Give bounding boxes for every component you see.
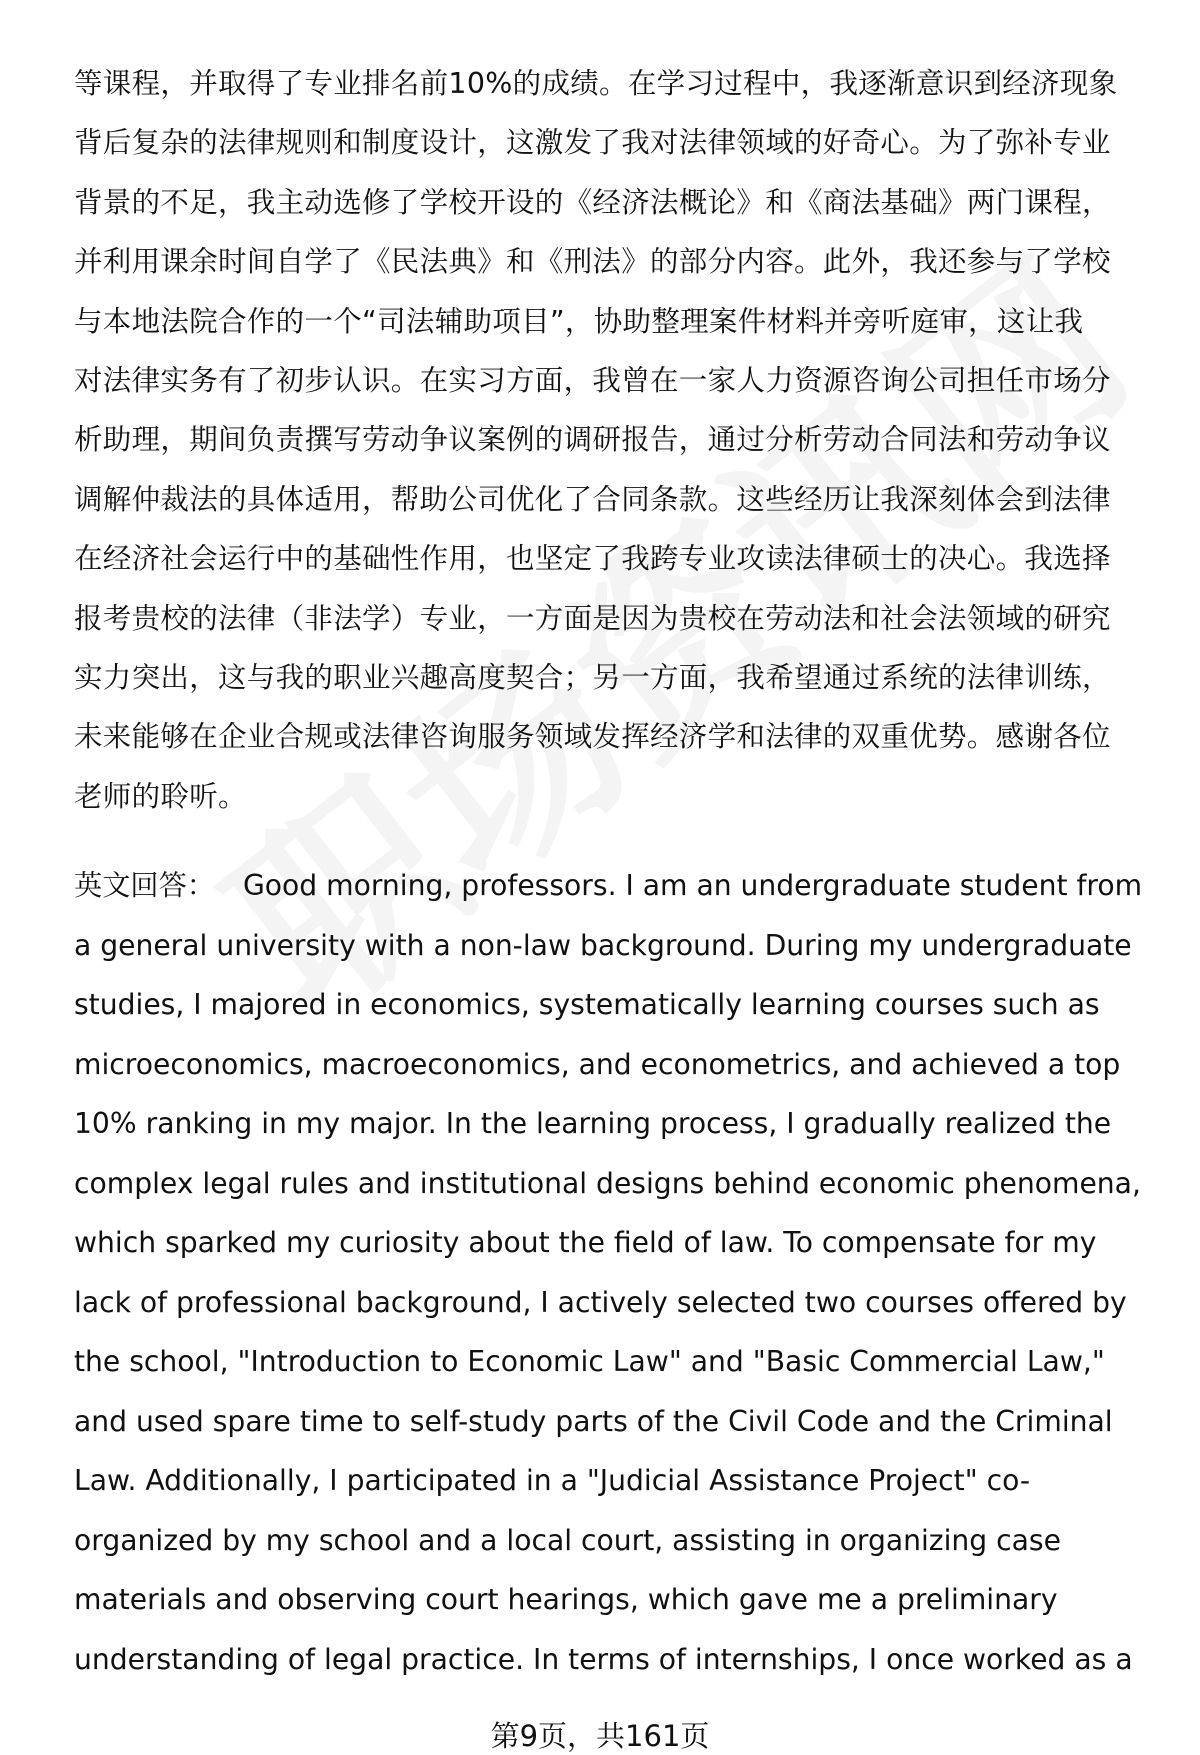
text-line: 老师的聆听。 xyxy=(74,779,247,813)
text-line: 实力突出，这与我的职业兴趣高度契合；另一方面，我希望通过系统的法律训练， xyxy=(74,660,1111,694)
text-line: 在经济社会运行中的基础性作用，也坚定了我跨专业攻读法律硕士的决心。我选择 xyxy=(74,542,1111,576)
text-line: 报考贵校的法律（非法学）专业，一方面是因为贵校在劳动法和社会法领域的研究 xyxy=(74,601,1111,635)
text-line: 与本地法院合作的一个“司法辅助项目”，协助整理案件材料并旁听庭审，这让我 xyxy=(74,304,1084,338)
text-line: 并利用课余时间自学了《民法典》和《刑法》的部分内容。此外，我还参与了学校 xyxy=(74,245,1111,279)
text-line: 10% ranking in my major. In the learning process, I gradually realized the xyxy=(74,1107,1112,1140)
text-line: understanding of legal practice. In terms of internships, I once worked as a xyxy=(74,1642,1133,1676)
text-line: lack of professional background, I actively selected two courses offered by xyxy=(74,1285,1127,1319)
chinese-answer-paragraph xyxy=(74,54,1146,826)
text-line: the school, "Introduction to Economic Law" and "Basic Commercial Law," xyxy=(74,1345,1105,1378)
text-line: which sparked my curiosity about the field of law. To compensate for my xyxy=(74,1226,1097,1259)
text-line: 析助理，期间负责撰写劳动争议案例的调研报告，通过分析劳动合同法和劳动争议 xyxy=(74,423,1111,457)
text-line: Law. Additionally, I participated in a "Judicial Assistance Project" co- xyxy=(74,1464,1031,1497)
text-line: 背后复杂的法律规则和制度设计，这激发了我对法律领域的好奇心。为了弥补专业 xyxy=(74,126,1111,160)
text-line: studies, I majored in economics, systematically learning courses such as xyxy=(74,988,1100,1021)
text-line: 未来能够在企业合规或法律咨询服务领域发挥经济学和法律的双重优势。感谢各位 xyxy=(74,720,1111,754)
text-line: complex legal rules and institutional designs behind economic phenomena, xyxy=(74,1166,1141,1200)
text-line: organized by my school and a local court, assisting in organizing case xyxy=(74,1523,1061,1557)
english-answer-paragraph xyxy=(74,856,1154,1689)
text-line xyxy=(74,856,1154,916)
text-line-content: Good morning, professors. I am an undergraduate student from xyxy=(242,869,1143,902)
text-line: 背景的不足，我主动选修了学校开设的《经济法概论》和《商法基础》两门课程， xyxy=(74,185,1111,219)
text-line: 对法律实务有了初步认识。在实习方面，我曾在一家人力资源咨询公司担任市场分 xyxy=(74,363,1111,397)
text-line: a general university with a non-law background. During my undergraduate xyxy=(74,928,1132,962)
text-line: 调解仲裁法的具体适用，帮助公司优化了合同条款。这些经历让我深刻体会到法律 xyxy=(74,482,1111,516)
text-line: microeconomics, macroeconomics, and econometrics, and achieved a top xyxy=(74,1047,1121,1081)
text-line: 等课程，并取得了专业排名前10%的成绩。在学习过程中，我逐渐意识到经济现象 xyxy=(74,67,1118,100)
page-number: 第9页，共161页 xyxy=(490,1719,710,1753)
english-answer-label: 英文回答： xyxy=(74,869,215,902)
text-line: materials and observing court hearings, which gave me a preliminary xyxy=(74,1583,1058,1616)
text-line: and used spare time to self-study parts of the Civil Code and the Criminal xyxy=(74,1404,1113,1438)
